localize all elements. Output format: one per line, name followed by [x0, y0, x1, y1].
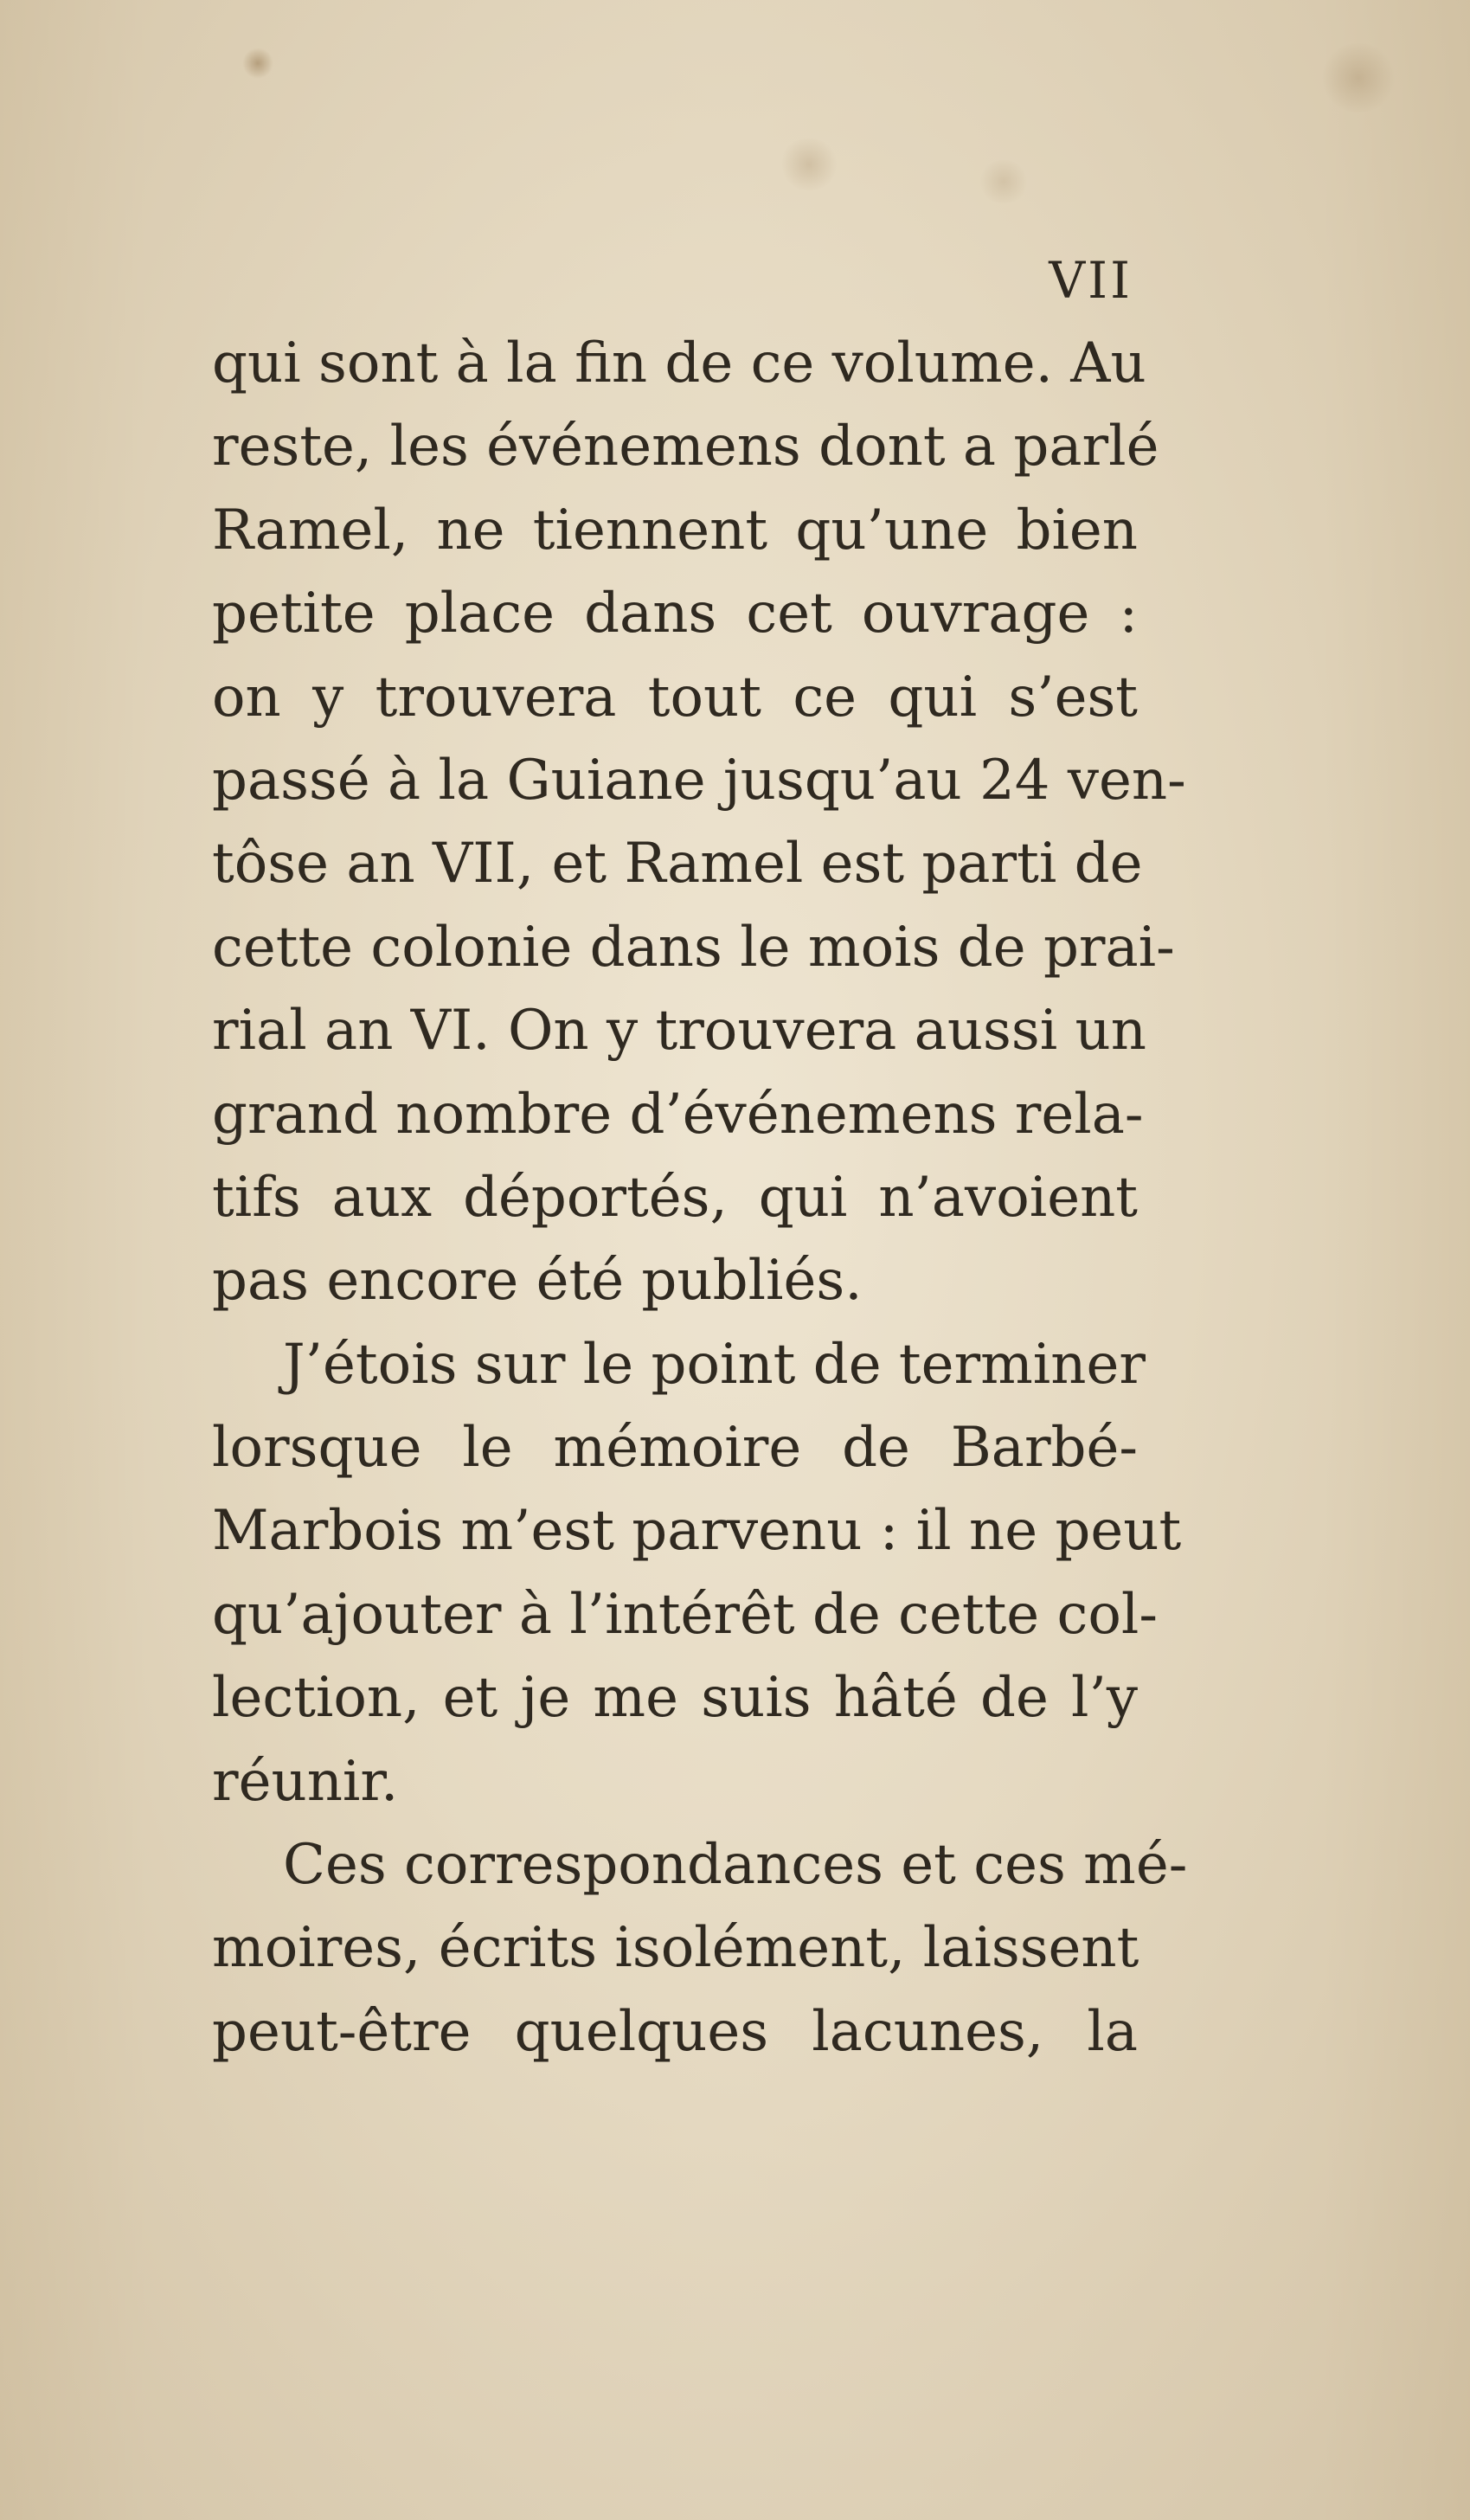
foxing-spot: [978, 160, 1030, 203]
text-line: J’étois sur le point de terminer: [283, 1332, 1146, 1397]
text-line: Ramel, ne tiennent qu’une bien: [212, 498, 1138, 562]
text-line: qu’ajouter à l’intérêt de cette col-: [212, 1582, 1158, 1647]
text-line: rial an VI. On y trouvera aussi un: [212, 999, 1146, 1064]
foxing-spot: [1319, 43, 1397, 112]
text-line: lection, et je me suis hâté de l’y: [212, 1666, 1138, 1731]
text-line: Marbois m’est parvenu : il ne peut: [212, 1499, 1182, 1564]
ink-spot: [242, 48, 273, 79]
text-line: petite place dans cet ouvrage :: [212, 582, 1138, 646]
text-line: grand nombre d’événemens rela-: [212, 1082, 1144, 1147]
text-line: tifs aux déportés, qui n’avoient: [212, 1165, 1138, 1230]
text-line: moires, écrits isolément, laissent: [212, 1916, 1139, 1981]
text-line: réunir.: [212, 1749, 399, 1814]
text-line: on y trouvera tout ce qui s’est: [212, 665, 1138, 730]
text-line: pas encore été publiés.: [212, 1249, 863, 1314]
text-line: tôse an VII, et Ramel est parti de: [212, 832, 1143, 897]
text-line: peut-être quelques lacunes, la: [212, 1999, 1138, 2064]
text-line: passé à la Guiane jusqu’au 24 ven-: [212, 748, 1186, 813]
text-line: lorsque le mémoire de Barbé-: [212, 1416, 1138, 1481]
text-line: cette colonie dans le mois de prai-: [212, 915, 1175, 980]
text-line: reste, les événemens dont a parlé: [212, 415, 1159, 479]
page-number: VII: [1049, 251, 1133, 310]
body-text: [212, 322, 1188, 2073]
text-line: Ces correspondances et ces mé-: [283, 1833, 1188, 1898]
text-line: qui sont à la fin de ce volume. Au: [212, 331, 1146, 395]
foxing-spot: [779, 138, 839, 190]
